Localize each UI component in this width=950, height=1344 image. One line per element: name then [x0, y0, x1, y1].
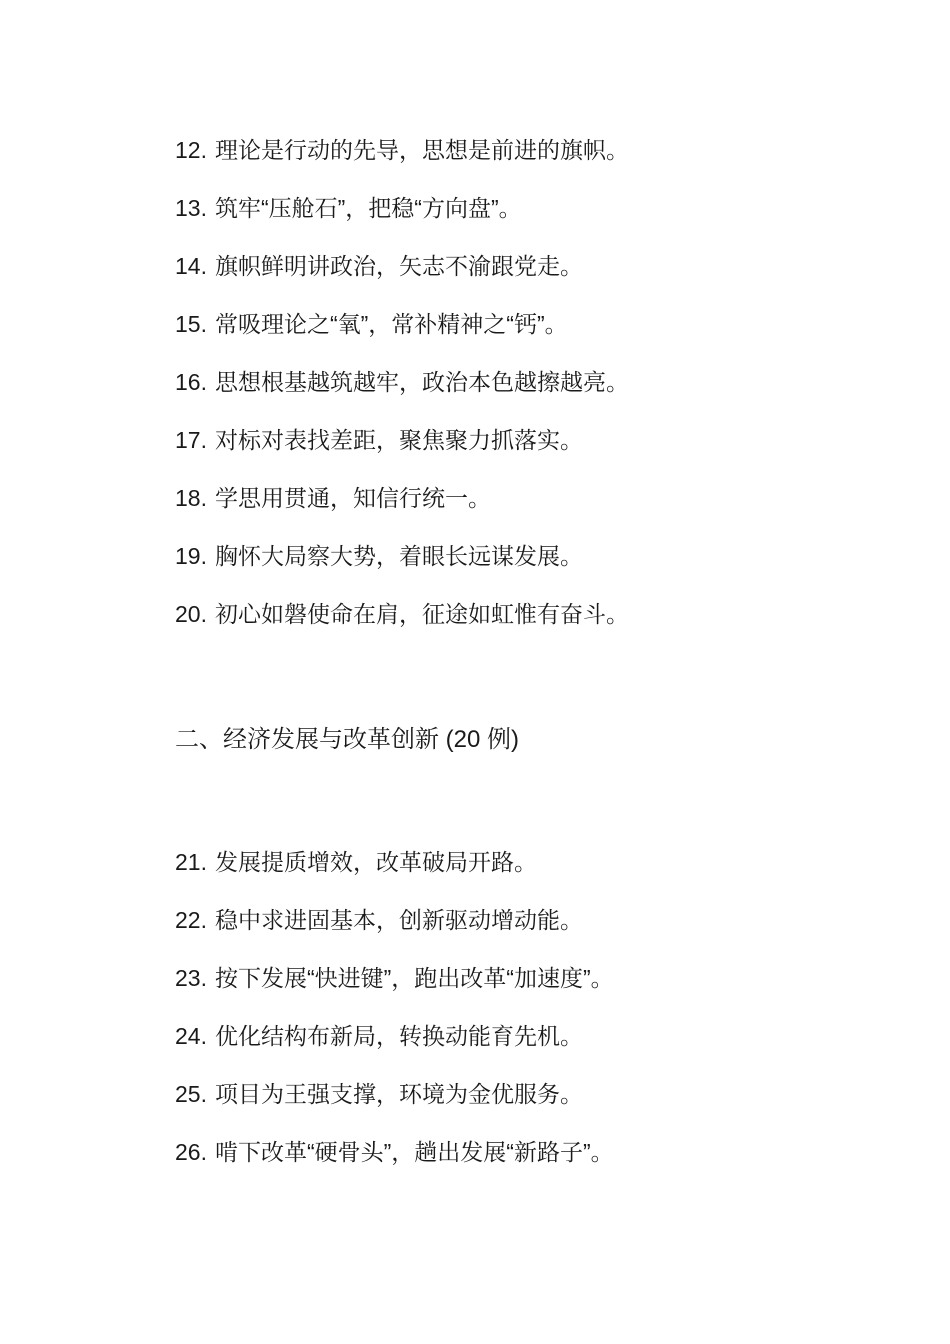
section-heading: 二、经济发展与改革创新 (20 例)	[175, 726, 520, 753]
item-text: 啃下改革“硬骨头”，趟出发展“新路子”。	[214, 1139, 614, 1165]
list-item	[175, 194, 890, 223]
item-number: 26.	[175, 1139, 207, 1165]
list-item	[175, 1080, 890, 1109]
item-text: 胸怀大局察大势，着眼长远谋发展。	[214, 543, 583, 569]
item-text: 学思用贯通，知信行统一。	[214, 485, 491, 511]
item-text: 理论是行动的先导，思想是前进的旗帜。	[214, 137, 629, 163]
list-item	[175, 310, 890, 339]
item-number: 23.	[175, 965, 207, 991]
item-number: 24.	[175, 1023, 207, 1049]
list-item	[175, 964, 890, 993]
item-text: 发展提质增效，改革破局开路。	[214, 849, 537, 875]
list-item	[175, 426, 890, 455]
list-item	[175, 368, 890, 397]
item-number: 14.	[175, 253, 207, 279]
item-number: 25.	[175, 1081, 207, 1107]
item-number: 16.	[175, 369, 207, 395]
item-text: 初心如磐使命在肩，征途如虹惟有奋斗。	[214, 601, 629, 627]
list-item	[175, 136, 890, 165]
list-item	[175, 252, 890, 281]
list-item	[175, 600, 890, 629]
item-number: 18.	[175, 485, 207, 511]
item-text: 思想根基越筑越牢，政治本色越擦越亮。	[214, 369, 629, 395]
item-number: 12.	[175, 137, 207, 163]
item-text: 旗帜鲜明讲政治，矢志不渝跟党走。	[214, 253, 583, 279]
list-item	[175, 906, 890, 935]
list-item	[175, 542, 890, 571]
list-item	[175, 484, 890, 513]
list-item	[175, 1022, 890, 1051]
item-text: 优化结构布新局，转换动能育先机。	[214, 1023, 583, 1049]
item-text: 常吸理论之“氧”，常补精神之“钙”。	[214, 311, 568, 337]
list-item	[175, 1138, 890, 1167]
item-number: 22.	[175, 907, 207, 933]
item-text: 稳中求进固基本，创新驱动增动能。	[214, 907, 583, 933]
item-text: 对标对表找差距，聚焦聚力抓落实。	[214, 427, 583, 453]
item-number: 21.	[175, 849, 207, 875]
item-number: 13.	[175, 195, 207, 221]
item-text: 项目为王强支撑，环境为金优服务。	[214, 1081, 583, 1107]
item-text: 按下发展“快进键”，跑出改革“加速度”。	[214, 965, 614, 991]
item-number: 17.	[175, 427, 207, 453]
item-text: 筑牢“压舱石”，把稳“方向盘”。	[214, 195, 522, 221]
item-number: 19.	[175, 543, 207, 569]
item-number: 15.	[175, 311, 207, 337]
list-item	[175, 848, 890, 877]
item-number: 20.	[175, 601, 207, 627]
